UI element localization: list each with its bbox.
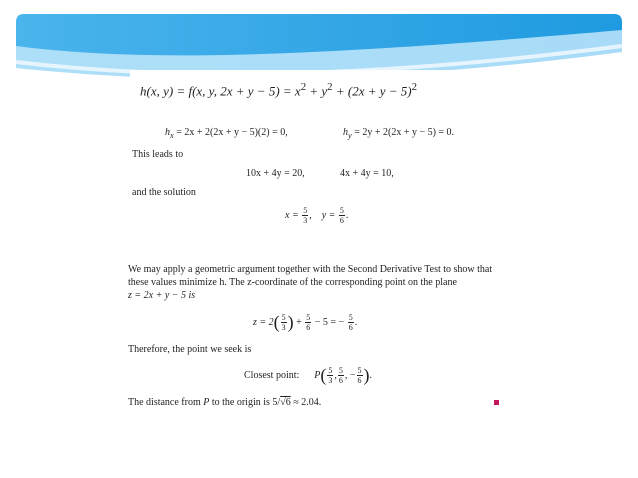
z-plus: + — [296, 316, 302, 328]
closest-c2: , − — [344, 369, 356, 381]
hx-sub: x — [170, 131, 174, 140]
z-lparen: ( — [273, 312, 280, 332]
distance-text — [128, 397, 321, 408]
main-eq-mid: + y — [306, 83, 328, 99]
paragraph-line3: z = 2x + y − 5 is — [128, 290, 196, 301]
z-f2-num: 5 — [306, 313, 311, 322]
partial-hy — [343, 127, 454, 140]
closest-P: P — [314, 369, 321, 381]
closest-rparen: ) — [363, 365, 370, 385]
main-eq-right: + (2x + y − 5) — [332, 83, 412, 99]
paragraph-line1: We may apply a geometric argument together with the Second Derivative Test to show that — [128, 264, 493, 275]
closest-c1: , — [334, 369, 337, 381]
end-of-proof-square-icon — [494, 400, 499, 405]
z-f3-num: 5 — [348, 313, 353, 322]
distance-b: to the origin is 5/ — [209, 397, 281, 408]
paragraph-line2: these values minimize h. The z-coordinate of the corresponding point on the plane — [128, 277, 457, 288]
solution-text: and the solution — [132, 187, 196, 198]
z-minus5: − 5 = − — [314, 316, 345, 328]
hy-sub: y — [348, 131, 352, 140]
system-eq1: 10x + 4y = 20, — [246, 168, 305, 179]
z-f2-den: 6 — [306, 323, 311, 332]
z-f1-num: 5 — [281, 313, 286, 322]
z-frac2 — [305, 313, 311, 332]
leads-text: This leads to — [132, 149, 184, 160]
hy-rhs: = 2y + 2(2x + y − 5) = 0. — [351, 127, 455, 138]
closest-c-num: 5 — [357, 366, 362, 375]
distance-a: The distance from — [128, 397, 204, 408]
partial-hx — [165, 127, 288, 140]
closest-period: . — [369, 369, 373, 381]
z-f1-den: 3 — [281, 323, 286, 332]
sol-y-num: 5 — [339, 206, 344, 215]
sol-period: . — [345, 209, 349, 221]
main-equation — [130, 70, 475, 104]
sol-x-den: 3 — [303, 216, 308, 225]
closest-label: Closest point: — [244, 369, 300, 381]
distance-sqrt: √6 — [280, 397, 291, 408]
hy-name: h — [343, 127, 348, 138]
sol-x-num: 5 — [303, 206, 308, 215]
distance-c: ≈ 2.04. — [290, 397, 322, 408]
closest-a-den: 3 — [328, 376, 333, 385]
hx-rhs: = 2x + 2(2x + y − 5)(2) = 0, — [173, 127, 288, 138]
therefore-text: Therefore, the point we seek is — [128, 344, 252, 355]
sol-x-lhs: x = — [285, 209, 299, 221]
sol-y-lhs: y = — [321, 209, 336, 221]
closest-frac-b — [338, 366, 344, 385]
closest-b-num: 5 — [338, 366, 343, 375]
closest-c-den: 6 — [357, 376, 362, 385]
main-eq-sup1: 2 — [300, 81, 307, 93]
z-frac1 — [281, 313, 287, 332]
z-equation — [253, 312, 357, 333]
closest-frac-c — [357, 366, 363, 385]
sol-comma: , — [309, 209, 312, 221]
closest-b-den: 6 — [338, 376, 343, 385]
main-eq-sup2: 2 — [327, 81, 333, 93]
z-frac3 — [348, 313, 354, 332]
closest-frac-a — [327, 366, 333, 385]
sol-x-frac — [302, 206, 308, 225]
z-lhs: z = 2 — [253, 316, 274, 328]
main-eq-left: h(x, y) = f(x, y, 2x + y − 5) = x — [140, 83, 301, 99]
closest-lparen: ( — [320, 365, 327, 385]
closest-a-num: 5 — [328, 366, 333, 375]
hx-name: h — [165, 127, 170, 138]
closest-point-row — [244, 365, 372, 386]
solution-values — [285, 206, 348, 225]
z-period: . — [354, 316, 358, 328]
distance-P: P — [203, 397, 210, 408]
z-f3-den: 6 — [348, 323, 353, 332]
sol-y-frac — [339, 206, 345, 225]
main-eq-sup3: 2 — [411, 81, 418, 93]
sol-y-den: 6 — [339, 216, 344, 225]
system-eq2: 4x + 4y = 10, — [340, 168, 394, 179]
z-rparen: ) — [287, 312, 294, 332]
